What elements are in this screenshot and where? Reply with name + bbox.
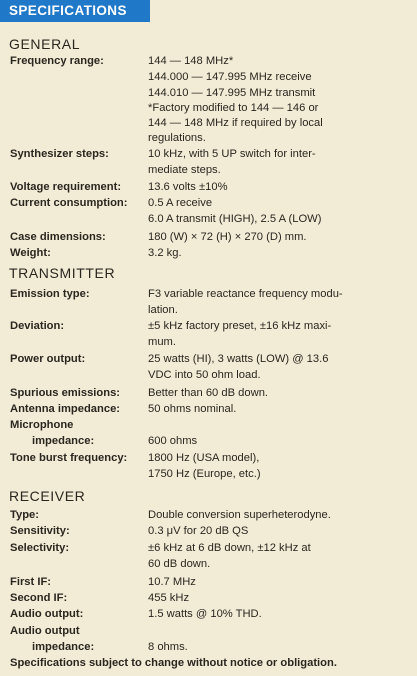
spec-value-frequency-range: regulations.	[148, 132, 206, 144]
spec-label-antenna-impedance: Antenna impedance:	[10, 403, 121, 415]
spec-value-tone-burst-frequency: 1750 Hz (Europe, etc.)	[148, 468, 261, 480]
spec-value-type: Double conversion superheterodyne.	[148, 509, 331, 521]
spec-label-voltage-requirement: Voltage requirement:	[10, 181, 122, 193]
spec-label-microphone: Microphone	[10, 419, 74, 431]
spec-label-type: Type:	[10, 509, 40, 521]
spec-value-voltage-requirement: 13.6 volts ±10%	[148, 181, 228, 193]
spec-label-second-if: Second IF:	[10, 592, 68, 604]
spec-value-selectivity: ±6 kHz at 6 dB down, ±12 kHz at	[148, 542, 311, 554]
spec-value-synthesizer-steps: mediate steps.	[148, 164, 221, 176]
spec-value-first-if: 10.7 MHz	[148, 576, 196, 588]
spec-value-case-dimensions: 180 (W) × 72 (H) × 270 (D) mm.	[148, 231, 307, 243]
section-heading-receiver: RECEIVER	[9, 488, 86, 504]
spec-label-microphone-impedance: impedance:	[32, 435, 95, 447]
spec-value-deviation: mum.	[148, 336, 176, 348]
spec-label-deviation: Deviation:	[10, 320, 65, 332]
spec-value-weight: 3.2 kg.	[148, 247, 182, 259]
spec-value-frequency-range: 144.010 — 147.995 MHz transmit	[148, 87, 316, 99]
spec-label-first-if: First IF:	[10, 576, 52, 588]
spec-label-power-output: Power output:	[10, 353, 86, 365]
section-heading-transmitter: TRANSMITTER	[9, 265, 116, 281]
spec-value-deviation: ±5 kHz factory preset, ±16 kHz maxi-	[148, 320, 332, 332]
spec-value-frequency-range: 144 — 148 MHz*	[148, 55, 234, 67]
spec-value-second-if: 455 kHz	[148, 592, 190, 604]
spec-label-audio-output-impedance: impedance:	[32, 641, 95, 653]
spec-value-audio-output: 1.5 watts @ 10% THD.	[148, 608, 262, 620]
spec-value-current-consumption: 6.0 A transmit (HIGH), 2.5 A (LOW)	[148, 213, 322, 225]
spec-value-current-consumption: 0.5 A receive	[148, 197, 213, 209]
spec-value-frequency-range: 144 — 148 MHz if required by local	[148, 117, 323, 129]
spec-label-audio-output-2: Audio output	[10, 625, 80, 637]
spec-label-weight: Weight:	[10, 247, 51, 259]
spec-value-emission-type: lation.	[148, 304, 178, 316]
spec-label-tone-burst-frequency: Tone burst frequency:	[10, 452, 128, 464]
spec-value-emission-type: F3 variable reactance frequency modu-	[148, 288, 343, 300]
spec-value-spurious-emissions: Better than 60 dB down.	[148, 387, 269, 399]
spec-value-audio-output-impedance: 8 ohms.	[148, 641, 188, 653]
spec-label-emission-type: Emission type:	[10, 288, 90, 300]
spec-value-microphone-impedance: 600 ohms	[148, 435, 198, 447]
spec-value-power-output: VDC into 50 ohm load.	[148, 369, 261, 381]
page-title: SPECIFICATIONS	[9, 3, 127, 18]
spec-value-frequency-range: 144.000 — 147.995 MHz receive	[148, 71, 312, 83]
spec-label-case-dimensions: Case dimensions:	[10, 231, 106, 243]
spec-label-audio-output: Audio output:	[10, 608, 84, 620]
section-heading-general: GENERAL	[9, 36, 81, 52]
spec-label-current-consumption: Current consumption:	[10, 197, 128, 209]
footer-note: Specifications subject to change without notice or obligation.	[10, 657, 337, 669]
spec-label-spurious-emissions: Spurious emissions:	[10, 387, 121, 399]
spec-value-selectivity: 60 dB down.	[148, 558, 211, 570]
spec-label-selectivity: Selectivity:	[10, 542, 70, 554]
spec-value-synthesizer-steps: 10 kHz, with 5 UP switch for inter-	[148, 148, 316, 160]
spec-label-sensitivity: Sensitivity:	[10, 525, 70, 537]
spec-label-synthesizer-steps: Synthesizer steps:	[10, 148, 109, 160]
spec-value-tone-burst-frequency: 1800 Hz (USA model),	[148, 452, 260, 464]
spec-value-frequency-range: *Factory modified to 144 — 146 or	[148, 102, 319, 114]
spec-value-sensitivity: 0.3 μV for 20 dB QS	[148, 525, 249, 537]
spec-label-frequency-range: Frequency range:	[10, 55, 104, 67]
spec-value-power-output: 25 watts (HI), 3 watts (LOW) @ 13.6	[148, 353, 329, 365]
spec-value-antenna-impedance: 50 ohms nominal.	[148, 403, 237, 415]
